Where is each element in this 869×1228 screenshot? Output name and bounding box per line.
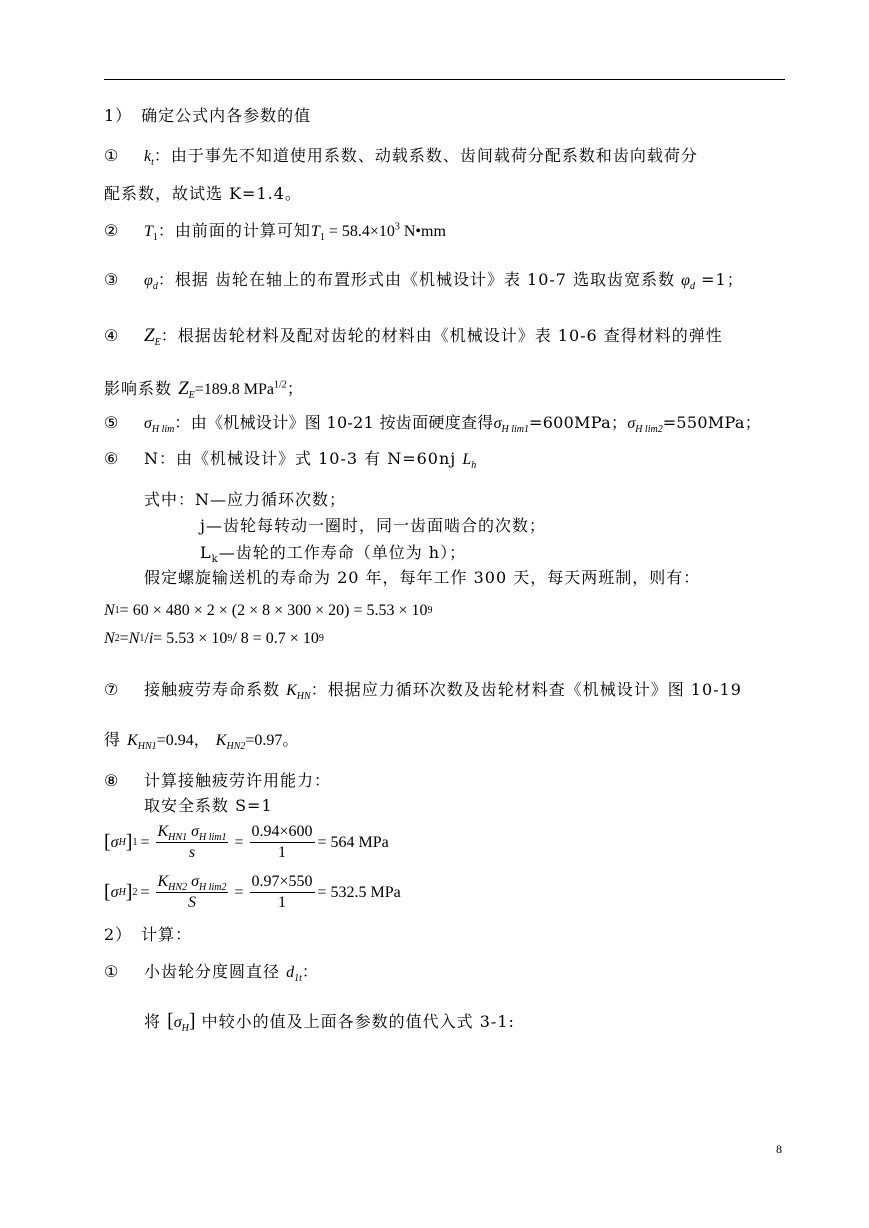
- item-t1: ② $T_1$：由前面的计算可知$T_1 = 58.4\times 10^3$ N•mm: [104, 221, 446, 244]
- item-ze: ④ $Z_E$：根据齿轮材料及配对齿轮的材料由《机械设计》表 10-6 查得材料的弹性: [104, 325, 723, 349]
- item-sigma-hlim: ⑤ $\sigma_{H lim}$：由《机械设计》图 10-21 按齿面硬度查得$\sigma_{H lim1}=600MPa$；$\sigma_{H lim2}=550MPa$；: [104, 413, 762, 436]
- assumption: 假定螺旋输送机的寿命为 20 年，每年工作 300 天，每天两班制，则有：: [144, 568, 701, 587]
- item-khn-values: 得 $K_{HN1}=0.94$， $K_{HN2}=0.97$。: [104, 730, 299, 753]
- eq-sigma-h1: [ σ H ] 1 = $\frac{K_{HN1} \sigma_{H lim1}}{s}$ = $\frac{0.94\times 600}{1}$ = 564 MPa: [104, 823, 389, 861]
- section-heading-params: 1） 确定公式内各参数的值: [104, 106, 312, 125]
- item-d1t: ① 小齿轮分度圆直径 $d_{1t}$：: [104, 962, 319, 985]
- section-heading-calc: 2） 计算：: [104, 925, 193, 944]
- page-number: 8: [776, 1142, 782, 1156]
- item-phid: ③ $\varphi_d$：根据 齿轮在轴上的布置形式由《机械设计》表 10-7 选取齿宽系数 $\varphi_d =1$；: [104, 270, 744, 293]
- substitute-line: 将 $[\sigma_H]$ 中较小的值及上面各参数的值代入式 3-1:: [144, 1010, 515, 1035]
- eq-sigma-h2: [ σ H ] 2 = $\frac{K_{HN2} \sigma_{H lim2}}{S}$ = $\frac{0.97\times 550}{1}$ = 532.5 MPa: [104, 873, 401, 911]
- where-clause: 式中：N—应力循环次数；: [144, 490, 347, 509]
- item-allowable: ⑧ 计算接触疲劳许用能力：: [104, 771, 332, 790]
- where-lk: $L_k—$齿轮的工作寿命（单位为 h）；: [200, 543, 467, 566]
- item-kt-cont: 配系数，故试选 K=1.4。: [104, 184, 302, 203]
- item-kt: ① $k_t$：由于事先不知道使用系数、动载系数、齿间载荷分配系数和齿向载荷分: [104, 146, 698, 169]
- header-rule: [104, 79, 785, 80]
- eq-n2: N 2 = N 1 / i = 5.53 × 10 9 / 8 = 0.7 × 10 9: [104, 630, 324, 647]
- item-ze-cont: 影响系数 $Z_E=189.8$ MPa$^{1/2}$；: [104, 378, 304, 402]
- item-khn: ⑦ 接触疲劳寿命系数 $K_{HN}$：根据应力循环次数及齿轮材料查《机械设计》图 10-19: [104, 680, 742, 703]
- item-n: ⑥ N：由《机械设计》式 10-3 有 N=60nj $L_h$: [104, 449, 477, 472]
- safety-factor: 取安全系数 S=1: [144, 796, 273, 815]
- where-j: j—齿轮每转动一圈时，同一齿面啮合的次数；: [200, 516, 546, 535]
- eq-n1: N 1 = 60 × 480 × 2 × (2 × 8 × 300 × 20) = 5.53 × 10 9: [104, 602, 433, 619]
